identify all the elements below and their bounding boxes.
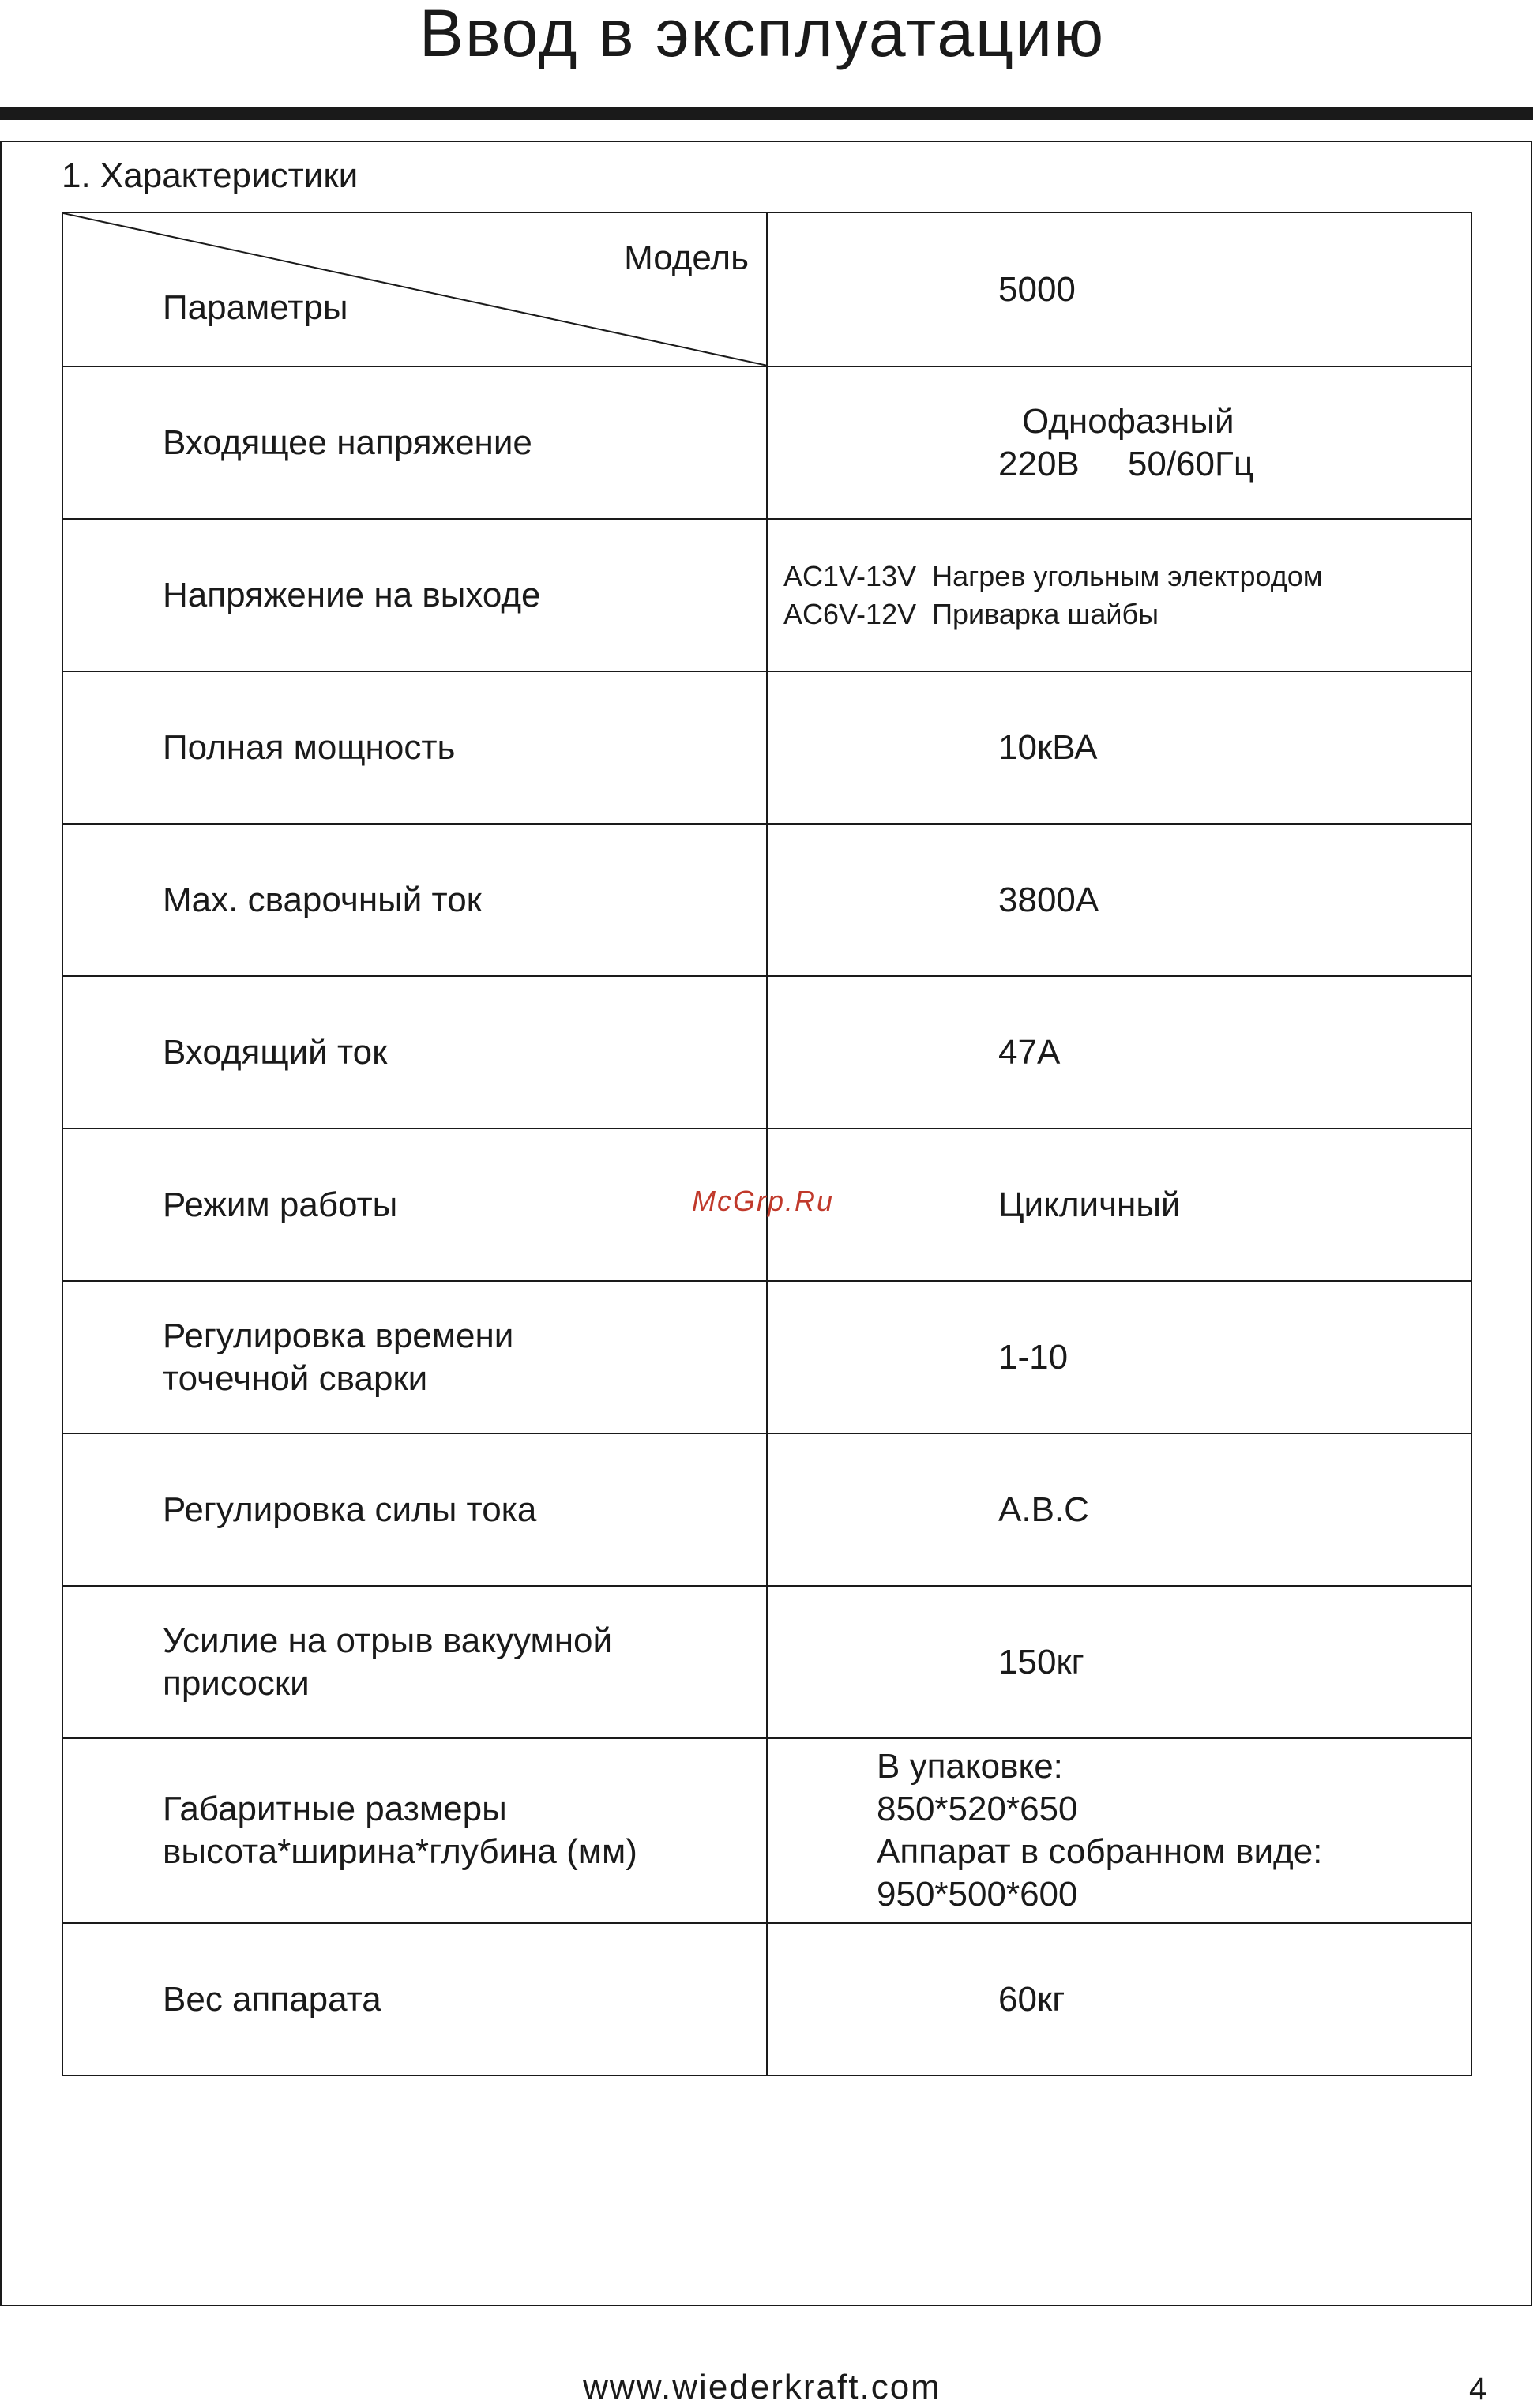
- section-heading: 1. Характеристики: [62, 156, 359, 195]
- value-text: 47А: [998, 1032, 1061, 1072]
- value-text: 60кг: [998, 1979, 1065, 2019]
- table-row: [62, 976, 1471, 1129]
- param-text: Режим работы: [163, 1185, 398, 1224]
- page-title: Ввод в эксплуатацию: [419, 0, 1106, 70]
- table-row: [62, 1738, 1471, 1923]
- value-text: Цикличный: [998, 1185, 1181, 1224]
- value-text: В упаковке:: [877, 1747, 1063, 1786]
- value-input-voltage: [767, 366, 1471, 519]
- param-max-welding-current: [62, 824, 767, 976]
- model-label: Модель: [624, 239, 749, 277]
- param-text: точечной сварки: [163, 1358, 428, 1398]
- value-text: 950*500*600: [877, 1875, 1078, 1914]
- value-vacuum-pull-force: [767, 1586, 1471, 1738]
- param-text: высота*ширина*глубина (мм): [163, 1832, 637, 1871]
- page-number: 4: [1469, 2372, 1487, 2406]
- value-weight: [767, 1923, 1471, 2076]
- param-output-voltage: [62, 519, 767, 671]
- value-text: 1-10: [998, 1337, 1069, 1377]
- value-text: Аппарат в собранном виде:: [877, 1832, 1323, 1871]
- value-text: 10кВА: [998, 727, 1098, 767]
- param-text: Входящий ток: [163, 1032, 388, 1072]
- value-dimensions: [767, 1738, 1471, 1923]
- param-text: Габаритные размеры: [163, 1790, 507, 1828]
- table-row: [62, 671, 1471, 824]
- value-operating-mode: [767, 1129, 1471, 1281]
- value-full-power: [767, 671, 1471, 824]
- param-vacuum-pull-force: [62, 1586, 767, 1738]
- param-text: Регулировка силы тока: [163, 1490, 537, 1529]
- value-input-current: [767, 976, 1471, 1129]
- param-operating-mode: [62, 1129, 767, 1281]
- value-text: 850*520*650: [877, 1790, 1078, 1828]
- value-output-voltage: [767, 519, 1471, 671]
- param-input-current: [62, 976, 767, 1129]
- param-input-voltage: [62, 366, 767, 519]
- title-rule: [0, 107, 1533, 120]
- param-text: Регулировка времени: [163, 1316, 514, 1355]
- table-row: [62, 824, 1471, 976]
- value-text: Однофазный: [1022, 401, 1234, 441]
- param-spot-time-adjust: [62, 1281, 767, 1433]
- table-row: [62, 519, 1471, 671]
- footer-url[interactable]: www.wiederkraft.com: [583, 2368, 941, 2406]
- value-text: A.B.C: [998, 1490, 1089, 1529]
- table-row: [62, 366, 1471, 519]
- param-text: Полная мощность: [163, 727, 456, 767]
- value-text: AC6V-12V Приварка шайбы: [783, 597, 1159, 630]
- value-max-welding-current: [767, 824, 1471, 976]
- value-text: 3800А: [998, 880, 1099, 919]
- param-text: Входящее напряжение: [163, 423, 532, 462]
- spec-table: [62, 212, 1472, 2076]
- table-row: [62, 1923, 1471, 2076]
- table-row: [62, 1433, 1471, 1586]
- param-text: Вес аппарата: [163, 1979, 381, 2019]
- value-spot-time-adjust: [767, 1281, 1471, 1433]
- param-weight: [62, 1923, 767, 2076]
- param-dimensions: [62, 1738, 767, 1923]
- value-text: AC1V-13V Нагрев угольным электродом: [783, 559, 1323, 592]
- param-text: Усилие на отрыв вакуумной: [163, 1621, 613, 1660]
- table-row: [62, 1586, 1471, 1738]
- table-row: [62, 1281, 1471, 1433]
- param-text: Напряжение на выходе: [163, 575, 541, 614]
- watermark: McGrp.Ru: [692, 1185, 835, 1217]
- param-text: присоски: [163, 1663, 310, 1703]
- param-text: Max. сварочный ток: [163, 880, 482, 919]
- value-current-adjust: [767, 1433, 1471, 1586]
- model-value: 5000: [767, 212, 1471, 366]
- table-header-row: [62, 212, 1471, 366]
- value-text: 220В 50/60Гц: [998, 444, 1254, 483]
- param-full-power: [62, 671, 767, 824]
- param-current-adjust: [62, 1433, 767, 1586]
- header-diagonal-cell: [62, 212, 767, 366]
- value-text: 150кг: [998, 1642, 1084, 1681]
- params-label: Параметры: [163, 288, 348, 327]
